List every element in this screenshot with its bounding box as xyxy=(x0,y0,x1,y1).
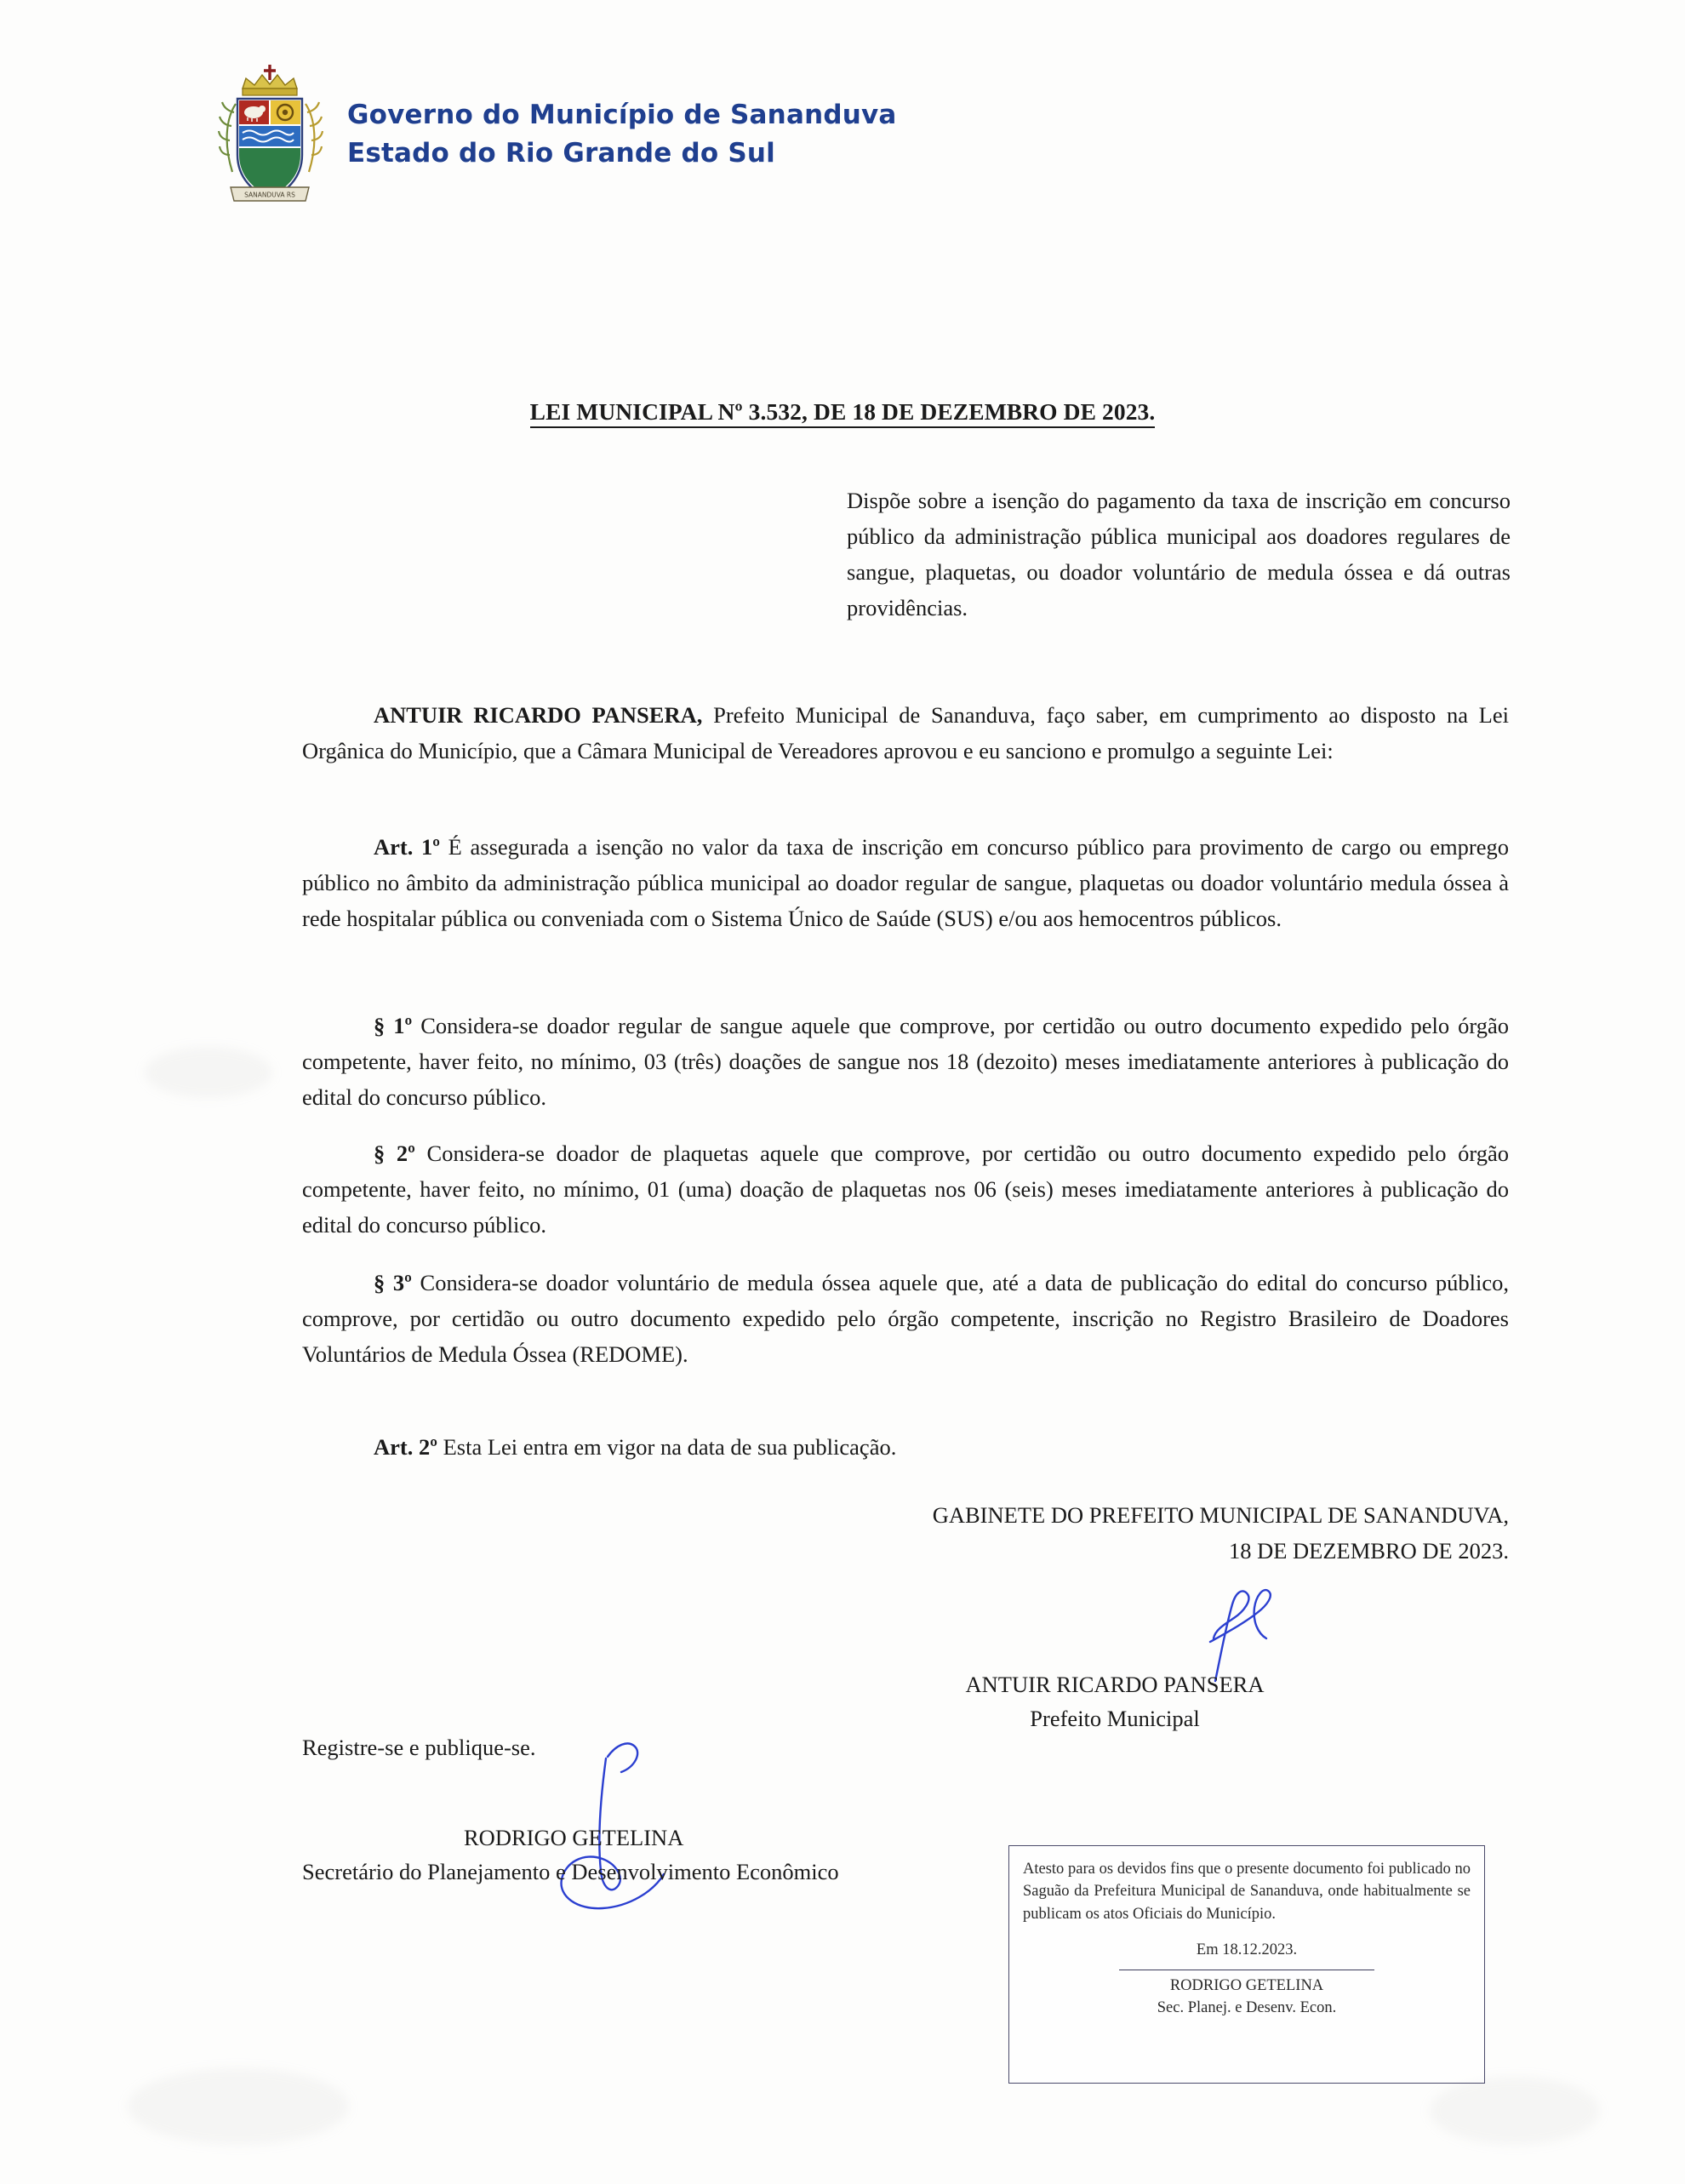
ementa-paragraph: Dispõe sobre a isenção do pagamento da taxa de inscrição em concurso público da administração pública municipal aos doadores regulares de sangue, plaquetas, ou doador voluntário de medula óssea e dá outras providências. xyxy=(847,488,1511,620)
article-1-line xyxy=(302,830,1509,937)
header-line-state: Estado do Rio Grande do Sul xyxy=(347,137,775,169)
article-1-text: É assegurada a isenção no valor da taxa de inscrição em concurso público para provimento de cargo ou emprego público no âmbito da administração pública municipal ao doador regular de sangue, plaquetas ou doador voluntário medula óssea à rede hospitalar pública ou conveniada com o Sistema Único de Saúde (SUS) e/ou aos hemocentros públicos. xyxy=(302,834,1509,931)
closing-line-cabinet: GABINETE DO PREFEITO MUNICIPAL DE SANANDUVA, xyxy=(932,1502,1509,1528)
page-title-text: LEI MUNICIPAL Nº 3.532, DE 18 DE DEZEMBRO DE 2023. xyxy=(530,398,1156,428)
closing-block xyxy=(302,1498,1509,1569)
paragraph-2-line xyxy=(302,1136,1509,1244)
paragraph-2 xyxy=(302,1136,1509,1266)
paragraph-1-text: Considera-se doador regular de sangue aquele que comprove, por certidão ou outro documento expedido pelo órgão competente, haver feito, no mínimo, 03 (três) doações de sangue nos 18 (dezoito) meses imediatamente anteriores à publicação do edital do concurso público. xyxy=(302,1013,1509,1110)
stamp-signer-role: Sec. Planej. e Desenv. Econ. xyxy=(1157,1998,1337,2016)
paragraph-2-label: § 2º xyxy=(374,1141,415,1166)
secretary-signature-block xyxy=(302,1821,1068,1890)
svg-text:SANANDUVA RS: SANANDUVA RS xyxy=(244,191,295,199)
paragraph-3-line xyxy=(302,1266,1509,1373)
secretary-name: RODRIGO GETELINA xyxy=(464,1825,684,1850)
article-2-label: Art. 2º xyxy=(374,1434,437,1460)
publication-stamp xyxy=(1008,1845,1485,2084)
mayor-name: ANTUIR RICARDO PANSERA xyxy=(965,1672,1265,1697)
secretary-role: Secretário do Planejamento e Desenvolvimento Econômico xyxy=(302,1858,839,1884)
scan-artifact xyxy=(128,2068,349,2145)
header-title-block xyxy=(347,96,897,171)
stamp-date: Em 18.12.2023. xyxy=(1196,1941,1298,1958)
coat-of-arms-icon xyxy=(217,60,323,209)
article-2-paragraph xyxy=(302,1430,1509,1488)
preamble-line xyxy=(302,698,1509,769)
stamp-signer-name: RODRIGO GETELINA xyxy=(1169,1977,1324,1995)
paragraph-1 xyxy=(302,1009,1509,1138)
paragraph-1-line xyxy=(302,1009,1509,1116)
mayor-signature-block xyxy=(851,1668,1379,1736)
preamble-paragraph xyxy=(302,698,1509,792)
paragraph-2-text: Considera-se doador de plaquetas aquele que comprove, por certidão ou outro documento expedido pelo órgão competente, haver feito, no mínimo, 01 (uma) doação de plaquetas nos 06 (seis) meses imediatamente anteriores à publicação do edital do concurso público. xyxy=(302,1141,1509,1238)
stamp-text: Atesto para os devidos fins que o presente documento foi publicado no Saguão da Prefeitura Municipal de Sananduva, onde habitualmente se publicam os atos Oficiais do Município. xyxy=(1023,1861,1471,1923)
paragraph-1-label: § 1º xyxy=(374,1013,413,1038)
paragraph-3-text: Considera-se doador voluntário de medula óssea aquele que, até a data de publicação do edital do concurso público, comprove, por certidão ou outro documento expedido pelo órgão competente, inscrição no Registro Brasileiro de Doadores Voluntários de Medula Óssea (REDOME). xyxy=(302,1270,1510,1367)
mayor-role: Prefeito Municipal xyxy=(1030,1705,1200,1731)
closing-line-date: 18 DE DEZEMBRO DE 2023. xyxy=(1228,1537,1509,1564)
scan-artifact xyxy=(145,1047,272,1098)
register-note: Registre-se e publique-se. xyxy=(302,1735,536,1760)
header-line-government: Governo do Município de Sananduva xyxy=(347,100,897,131)
article-1-label: Art. 1º xyxy=(374,834,441,860)
document-header xyxy=(217,60,897,209)
article-2-text: Esta Lei entra em vigor na data de sua publicação. xyxy=(437,1434,897,1460)
paragraph-3 xyxy=(302,1266,1509,1395)
preamble-mayor-name: ANTUIR RICARDO PANSERA, xyxy=(374,702,703,728)
preamble-rest: Prefeito Municipal de Sananduva, faço saber, em cumprimento ao disposto na Lei Orgânica do Município, que a Câmara Municipal de Vereadores aprovou e eu sanciono e promulgo a seguinte Lei: xyxy=(302,702,1509,763)
scan-artifact xyxy=(1430,2077,1600,2145)
page-title xyxy=(0,398,1685,426)
article-2-line xyxy=(302,1430,1509,1466)
article-1-paragraph xyxy=(302,830,1509,959)
paragraph-3-label: § 3º xyxy=(374,1270,412,1295)
